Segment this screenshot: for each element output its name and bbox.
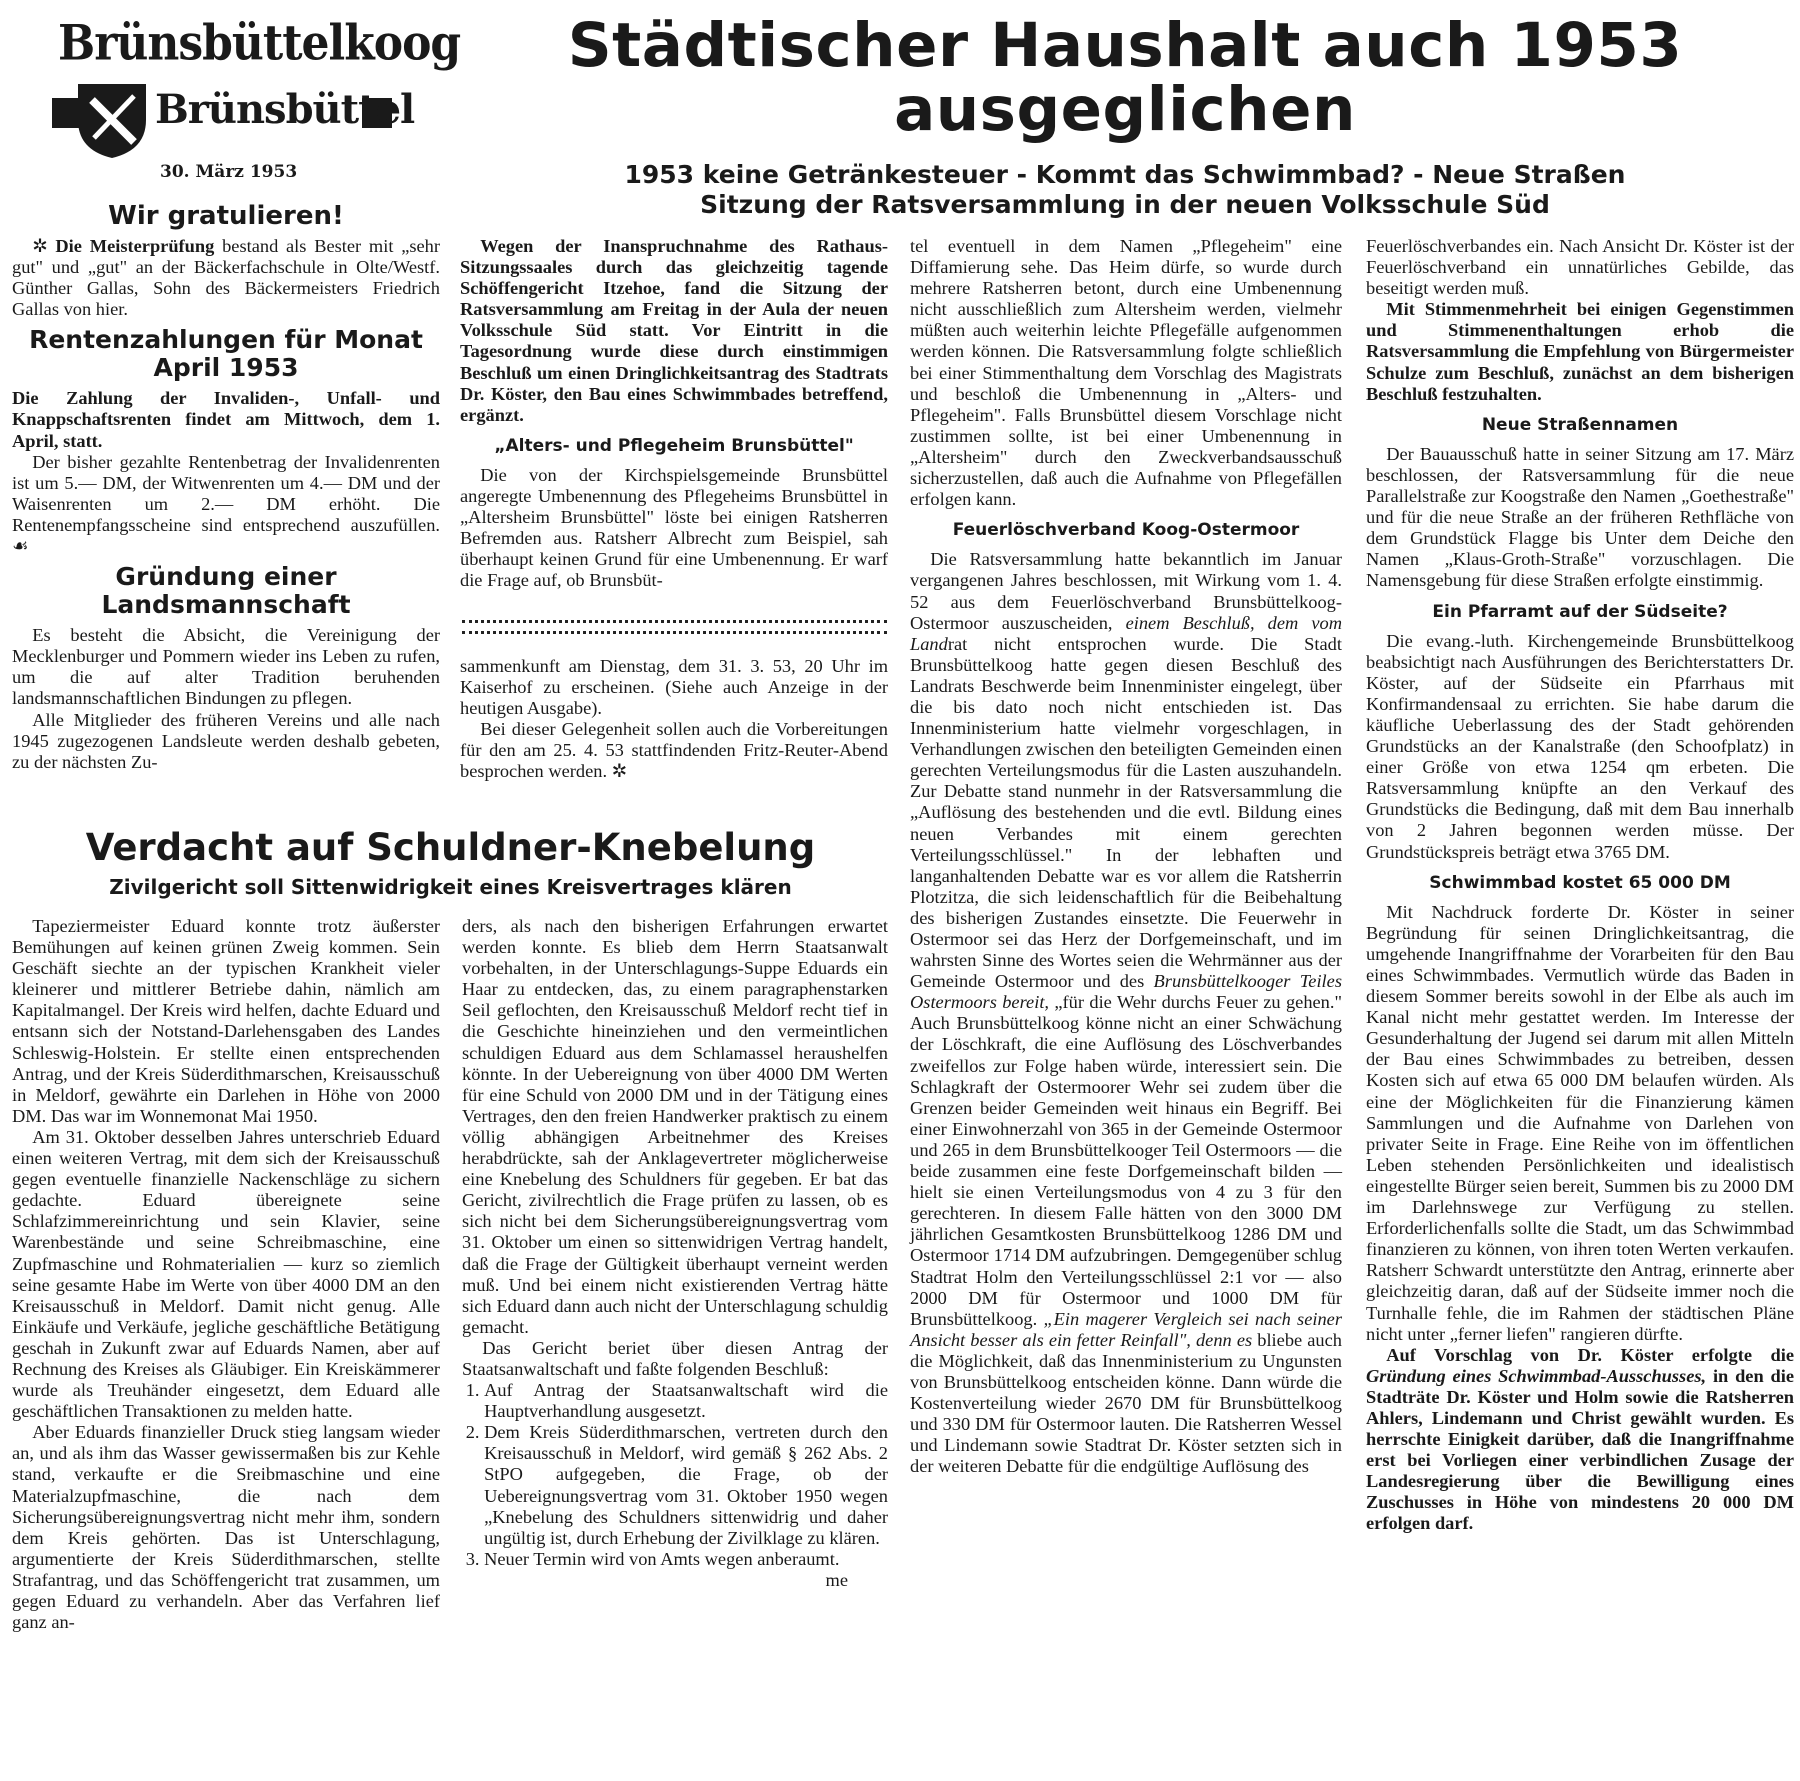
section-title-schwimmbad: Schwimmbad kostet 65 000 DM [1429,872,1731,893]
verdacht-p4: Das Gericht beriet über diesen Antrag der Staatsanwaltschaft und faßte folgenden Beschluß: [462,1337,888,1379]
text-run: Auf Vorschlag von Dr. Köster erfolgte die [1386,1344,1794,1365]
section-title-strassennamen: Neue Straßennamen [1481,414,1679,435]
verdacht-headline: Verdacht auf Schuldner-Knebelung [85,826,816,869]
text-run: bliebe auch die Möglichkeit, daß das Innenministerium zu Ungunsten von Brunsbüttelkoog entscheiden könne. Dann würde die Kostenverteilung wieder 2670 DM für Brunsbüttelkoog und 330 DM für Ostermoor lauten. Die Ratsherren Wessel und Lindemann sowie Stadtrat Dr. Köster setzten sich in der weiteren Debatte für die endgültige Auflösung des [910,1329,1342,1477]
text-run: in den die Stadträte Dr. Köster und Holm sowie die Ratsherren Ahlers, Lindemann und Christ gewählt wurden. Es herrschte Einigkeit darüber, daß die Inangriffnahme erst bei Vorliegen einer verbindlichen Zusage der Landesregierung über die Bewilligung eines Zuschusses in Höhe von mindestens 20 000 DM erfolgen darf. [1366,1365,1794,1534]
verdacht-p1: Tapeziermeister Eduard konnte trotz äußerster Bemühungen auf keinen grünen Zweig kommen. Sein Geschäft siechte an der typischen Krankheit vieler kleinerer und mittlerer Betriebe dahin, nämlich am Kapitalmangel. Der Kreis wird helfen, dachte Eduard und entsann sich der Notstand-Darlehensgaben des Landes Schleswig-Holstein. Er stellte einen entsprechenden Antrag, und der Kreis Süderdithmarschen, Kreisausschuß in Meldorf, gewährte ein Darlehen in Höhe von 2000 DM. Das war im Wonnemonat Mai 1950. [12,916,440,1126]
text-run: Die Ratsversammlung hatte bekanntlich im Januar vergangenen Jahres beschlossen, mit Wirkung vom 1. 4. 52 aus dem Feuerlöschverband Brunsbüttelkoog-Ostermoor auszuscheiden, [910,549,1342,633]
landsmannschaft-p3: Bei dieser Gelegenheit sollen auch die Vorbereitungen für den am 25. 4. 53 stattfindenden Fritz-Reuter-Abend besprochen werden. ✲ [460,719,888,782]
logo-line1: Brünsbüttelkoog [58,15,461,72]
list-item: 3. Neuer Termin wird von Amts wegen anberaumt. [484,1549,888,1570]
verdacht-column-1 [12,916,440,1633]
schwimmbad-decision [1366,1345,1794,1535]
haushalt-lead: Wegen der Inanspruchnahme des Rathaus-Sitzungssaales durch das gleichzeitig tagende Schöffengericht Itzehoe, fand die Sitzung der Ratsversammlung am Freitag in der Aula der neuen Volksschule Süd statt. Vor Eintritt in die Tagesordnung wurde diese durch einstimmigen Beschluß um einen Dringlichkeitsantrag des Stadtrats Dr. Köster, den Bau eines Schwimmbades betreffend, ergänzt. [460,236,888,425]
star-icon: ✲ [32,236,56,256]
column-4 [1366,236,1794,1535]
section-title-pflegeheim: „Alters- und Pflegeheim Brunsbüttel" [494,435,854,456]
verdacht-p2: Am 31. Oktober desselben Jahres unterschrieb Eduard einen weiteren Vertrag, mit dem sich der Kreisausschuß gegen eventuelle finanzielle Nackenschläge zu sichern gedachte. Eduard übereignete seine Schlafzimmereinrichtung und sein Klavier, seine Warenbestände und seine Schreibmaschine, eine Zupfmaschine und Rohmaterialien — kurz so ziemlich seine gesamte Habe im Werte von über 4000 DM an den Kreisausschuß in Meldorf. Damit nicht genug. Alle Einkäufe und Verkäufe, jegliche geschäftliche Betätigung geschah in Zukunft zwar auf Eduards Namen, aber auf Rechnung des Kreises als Gläubiger. Ein Kreiskämmerer wurde als Treuhänder eingesetzt, dem Eduard alle geschäftlichen Transaktionen zu melden hatte. [12,1126,440,1422]
beschluss-list [462,1380,888,1570]
dotted-divider [462,620,887,634]
text-run: Brunsbüttelkooger Teiles Ostermoors bereit, [910,971,1342,1013]
section-title-feuerloeschverband: Feuerlöschverband Koog-Ostermoor [952,520,1300,541]
column-3 [910,236,1342,1477]
author-signature: me [825,1569,848,1590]
issue-date: 30. März 1953 [160,162,298,182]
main-headline: Städtischer Haushalt auch 1953 ausgeglichen [567,10,1683,145]
feuerloesch-text [910,549,1342,1477]
landsmannschaft-p2-cont: sammenkunft am Dienstag, dem 31. 3. 53, 20 Uhr im Kaiserhof zu erscheinen. (Siehe auch Anzeige in der heutigen Ausgabe). [460,656,888,719]
text-run: einem Beschluß, dem vom Land [910,612,1342,654]
pfarramt-text: Die evang.-luth. Kirchengemeinde Brunsbüttelkoog beabsichtigt nach Ausführungen des Berichterstatters Dr. Köster, auf der Südseite ein Pfarrhaus mit Konfirmandensaal zu errichten. Sie habe darum die käufliche Ueberlassung des der Stadt gehörenden Grundstücks an der Kanalstraße (den Schoofplatz) in einer Größe von etwa 1254 qm erbeten. Die Ratsversammlung knüpfte an den Verkauf des Grundstücks die Bedingung, daß mit dem Bau innerhalb von 2 Jahren begonnen werden müsse. Der Grundstückspreis beträgt etwa 3765 DM. [1366,630,1794,862]
main-subhead [450,160,1800,220]
schwimmbad-text: Mit Nachdruck forderte Dr. Köster in seiner Begründung für seinen Dringlichkeitsantrag, die umgehende Inangriffnahme der Vorarbeiten für den Bau eines Schwimmbades. Vermutlich würde das Baden in diesem Sommer bereits sowohl in der Elbe als auch im Kanal nicht mehr gestattet werden. Im Interesse der Gesunderhaltung der Jugend sei darum mit allen Mitteln der Bau eines Schwimmbades zu betreiben, dessen Kosten sich auf etwa 65 000 DM belaufen würden. Als eine der Möglichkeiten für die Finanzierung kämen Sammlungen und die Aufnahme von Darlehen von privater Seite in Frage. Eine Reihe von im öffentlichen Leben stehenden Persönlichkeiten und idealistisch eingestellte Bürger seien bereit, Summen bis zu 2000 DM im Darlehnswege zur Verfügung zu stellen. Erforderlichenfalls sollte die Stadt, um das Schwimmbad finanzieren zu können, von ihren toten Werten verkaufen. Ratsherr Schwardt unterstützte den Antrag, erinnerte aber gleichzeitig daran, daß auf der Südseite immer noch die Turnhalle fehle, die im Rahmen der städtischen Pläne nicht unter „ferner liefen" rangieren dürfte. [1366,901,1794,1344]
gratulation-title: Wir gratulieren! [108,201,344,231]
gratulation-text: bestand als Bester mit „sehr gut" und „gut" an der Bäckerfachschule in Olte/Westf. Günther Gallas, Sohn des Bäckermeisters Friedrich Gallas von hier. [12,236,440,320]
list-item: 1. Auf Antrag der Staatsanwaltschaft wird die Hauptverhandlung ausgesetzt. [484,1380,888,1422]
landsmannschaft-p1: Es besteht die Absicht, die Vereinigung der Mecklenburger und Pommern wieder ins Leben zu rufen, um die auf alter Tradition beruhenden landsmannschaftlichen Bindungen zu pflegen. [12,625,440,709]
subhead-line2: Sitzung der Ratsversammlung in der neuen Volksschule Süd [700,190,1550,219]
feuerloesch-text-cont: Feuerlöschverbandes ein. Nach Ansicht Dr. Köster ist der Feuerlöschverband ein unnatürliches Gebilde, das beseitigt werden muß. [1366,236,1794,299]
verdacht-column-2 [462,916,888,1591]
strassennamen-text: Der Bauausschuß hatte in seiner Sitzung am 17. März beschlossen, der Ratsversammlung für die neue Parallelstraße zur Koogstraße den Namen „Goethestraße" und für die neue Straße an der früheren Rethfläche von dem Grundstück Flagge bis Unter dem Deiche den Namen „Klaus-Groth-Straße" vorzuschlagen. Die Namensgebung für diese Straßen erfolgte einstimmig. [1366,443,1794,591]
text-run: „für die Wehr durchs Feuer zu gehen." Auch Brunsbüttelkoog könne nicht an einer Schwächung der Löschkraft, die eine Auflösung des Löschverbandes zweifellos zur Folge haben würde, interessiert sein. Die Schlagkraft der Ostermoorer Wehr sei zudem über die Grenzen beider Gemeinden weit hinaus ein Begriff. Bei einer Einwohnerzahl von 365 in der Gemeinde Ostermoor und 265 in dem Brunsbüttelkooger Teil Ostermoors — die beide zusammen eine feste Dorfgemeinschaft bilden — hielt sie einen Verteilungsmodus von 4 zu 3 für den gerechteren. In diesem Falle hätten von den 3000 DM jährlichen Gesamtkosten Brunsbüttelkoog 1286 DM und Ostermoor 1714 DM aufzubringen. Demgegenüber schlug Stadtrat Holm den Verteilungsschlüssel 2:1 vor — also 2000 DM für Ostermoor und 1000 DM für Brunsbüttelkoog. [910,992,1342,1329]
renten-text: Der bisher gezahlte Rentenbetrag der Invalidenrenten ist um 5.— DM, der Witwenrenten um 4.— DM und der Waisenrenten um 2.— DM erhöht. Die Rentenempfangsscheine sind entsprechend auszufüllen. ☙ [12,451,440,557]
verdacht-p3: Aber Eduards finanzieller Druck stieg langsam wieder an, und als ihm das Wasser gewissermaßen bis zur Kehle stand, verkaufte er die Sreibmaschine und eine Materialzupfmaschine, die nach dem Sicherungsübereignungsvertrag nicht mehr ihm, sondern dem Kreis gehörten. Das ist Unterschlagung, argumentierte der Kreis Süderdithmarschen, stellte Strafantrag, und das Schöffengericht trat zusammen, um gegen Eduard zu verhandeln. Aber das Verfahren lief ganz an- [12,1422,440,1633]
pflegeheim-text-b: tel eventuell in dem Namen „Pflegeheim" eine Diffamierung sehe. Das Heim dürfe, so wurde durch mehrere Ratsherren betont, durch eine Umbenennung nicht ausschließlich zum Altersheim werden, vielmehr müßten auch weiterhin leichte Pflegefälle aufgenommen werden können. Die Ratsversammlung folgte schließlich bei einer Stimmenthaltung dem Vorschlag des Magistrats und beschloß die Umbenennung in „Alters- und Pflegeheim". Falls Brunsbüttel diesem Vorschlage nicht zustimmen sollte, ist bei einer Umbenennung in „Altersheim" durch den Zweckverbandsausschuß sicherzustellen, daß auch die Aufnahme von Pflegefällen erfolgen kann. [910,236,1342,510]
pflegeheim-text-a: Die von der Kirchspielsgemeinde Brunsbüttel angeregte Umbenennung des Pflegeheims Brunsbüttel in „Altersheim Brunsbüttel" löste bei einigen Ratsherren Befremden aus. Ratsherr Albrecht zum Beispiel, sah überhaupt keinen Grund für eine Umbenennung. Er warf die Frage auf, ob Brunsbüt- [460,464,888,591]
column-1-top [12,196,440,773]
landsmannschaft-p2: Alle Mitglieder des früheren Vereins und alle nach 1945 zugezogenen Landsleute werden deshalb gebeten, zu der nächsten Zu- [12,709,440,772]
list-item: 2. Dem Kreis Süderdithmarschen, vertreten durch den Kreisausschuß in Meldorf, wird gemäß § 262 Abs. 2 StPO aufgegeben, die Frage, ob der Uebereignungsvertrag vom 31. Oktober 1950 wegen „Knebelung des Schuldners sittenwidrig und daher ungültig ist, durch Erhebung der Zivilklage zu klären. [484,1422,888,1549]
logo-line2: Brünsbüttel [155,86,415,133]
feuerloesch-decision: Mit Stimmenmehrheit bei einigen Gegenstimmen und Stimmenenthaltungen erhob die Ratsversammlung die Empfehlung von Bürgermeister Schulze zum Beschluß, zunächst an dem bisherigen Beschluß festzuhalten. [1366,299,1794,404]
section-title-pfarramt: Ein Pfarramt auf der Südseite? [1432,601,1728,622]
text-run: Gründung eines Schwimmbad-Ausschusses, [1366,1365,1707,1386]
verdacht-subhead: Zivilgericht soll Sittenwidrigkeit eines Kreisvertrages klären [109,875,792,899]
text-run: rat nicht entsprochen wurde. Die Stadt Brunsbüttelkoog hatte gegen diesen Beschluß des Landrats Beschwerde beim Innenminister eingelegt, über die bis dato noch nicht entschieden ist. Das Innenministerium hatte vielmehr vorgeschlagen, in Verhandlungen zwischen den beteiligten Gemeinden einen gerechten Verteilungsmodus für die Lasten auszuhandeln. Zur Debatte stand nunmehr in der Ratsversammlung die „Auflösung des bestehenden und die evtl. Bildung eines neuen Verbandes mit einem gerechten Verteilungsschlüssel." In der lebhaften und langanhaltenden Debatte war es vor allem die Ratsherrin Plotzitza, die sich leidenschaftlich für die Beibehaltung des bisherigen Zustandes einsetzte. Die Feuerwehr in Ostermoor sei das Herz der Dorfgemeinschaft, und im wahrsten Sinne des Wortes seien die Wehrmänner aus der Gemeinde Ostermoor und des [910,633,1342,992]
landsmannschaft-title: Gründung einer Landsmannschaft [101,562,351,620]
renten-title: Rentenzahlungen für Monat April 1953 [29,325,423,383]
verdacht-p3-cont: ders, als nach den bisherigen Erfahrungen erwartet werden konnte. Es blieb dem Herrn Staatsanwalt vorbehalten, in der Unterschlagungs-Suppe Eduards ein Haar zu entdecken, das, zu einem paragraphenstarken Seil geflochten, den Kreisausschuß Meldorf recht tief in die Geschichte hineinziehen und den vermeintlichen schuldigen Eduard aus dem Schlamassel heraushelfen könnte. In der Uebereignung von über 4000 DM Werten für eine Schuld von 2000 DM und in der Tätigung eines Vertrages, den den freien Handwerker praktisch zu einem völlig abhängigen Arbeitnehmer des Kreises herabdrückte, sah der Anklagevertreter möglicherweise eine Knebelung des Schuldners für gegeben. Er bat das Gericht, zivilrechtlich die Frage prüfen zu lassen, ob es sich nicht bei dem Sicherungsübereignungsvertrag vom 31. Oktober um einen so sittenwidrigen Vertrag handelt, daß die Frage der Gültigkeit überhaupt verneint werden muß. Und bei einem nicht existierenden Vertrag hätte sich Eduard dann auch nicht der Unterschlagung schuldig gemacht. [462,916,888,1337]
column-2-middle [460,656,888,783]
text-run: „Ein magerer Vergleich sei nach seiner Ansicht besser als ein fetter Reinfall", denn es [910,1308,1342,1350]
gratulation-lead: Die Meisterprüfung [55,236,215,256]
column-2-top [460,236,888,592]
renten-lead: Die Zahlung der Invaliden-, Unfall- und Knappschaftsrenten findet am Mittwoch, dem 1. April, statt. [12,388,440,451]
subhead-line1: 1953 keine Getränkesteuer - Kommt das Schwimmbad? - Neue Straßen [624,160,1626,189]
masthead-logo [50,15,461,158]
